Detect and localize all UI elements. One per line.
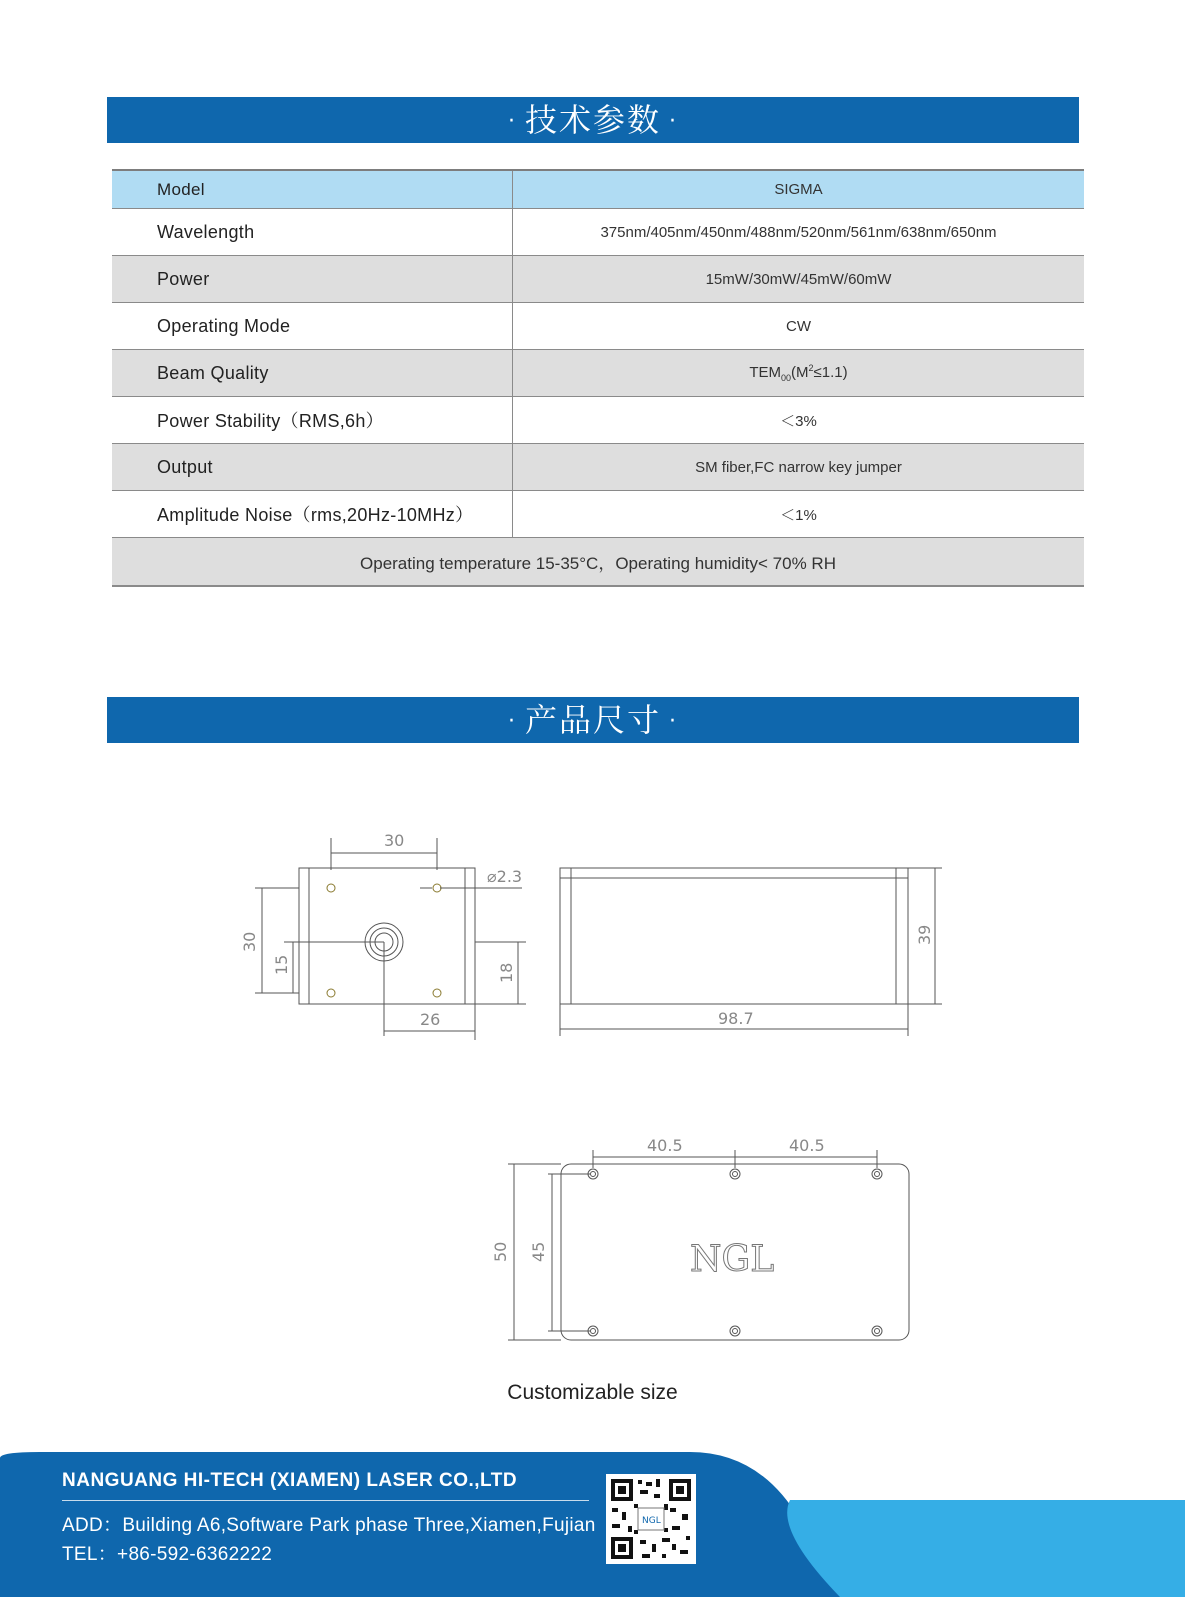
dim-inner: 45 <box>529 1241 548 1262</box>
row-label: Power <box>112 256 513 303</box>
row-value: CW <box>513 303 1085 350</box>
qr-logo-text: NGL <box>642 1516 661 1526</box>
dimensions-title: 产品尺寸 <box>524 701 661 739</box>
row-label: Output <box>112 444 513 491</box>
dim-bottom: 26 <box>420 1010 441 1029</box>
row-value: SM fiber,FC narrow key jumper <box>513 444 1085 491</box>
dim-spacing-left: 40.5 <box>647 1136 683 1155</box>
row-value: 375nm/405nm/450nm/488nm/520nm/561nm/638nm/650nm <box>513 209 1085 256</box>
model-label: Model <box>112 170 513 209</box>
row-label: Amplitude Noise（rms,20Hz-10MHz） <box>112 491 513 538</box>
specs-title: 技术参数 <box>524 101 661 139</box>
footer-divider <box>62 1500 589 1501</box>
dim-spacing-right: 40.5 <box>789 1136 825 1155</box>
qr-code <box>606 1474 696 1564</box>
dim-length: 98.7 <box>718 1009 754 1028</box>
row-label: Beam Quality <box>112 350 513 397</box>
bullet: · <box>507 709 517 734</box>
company-phone: TEL：+86-592-6362222 <box>62 1544 273 1565</box>
ngl-logo: NGL <box>690 1239 775 1280</box>
dim-center-height: 15 <box>272 954 291 975</box>
company-address: ADD：Building A6,Software Park phase Three,Xiamen,Fujian <box>62 1515 596 1536</box>
dim-top: 30 <box>384 831 405 850</box>
dim-height: 30 <box>240 931 259 952</box>
qr-code-icon <box>606 1474 696 1564</box>
top-view <box>491 1136 909 1340</box>
dim-side-height: 39 <box>915 924 934 945</box>
company-name: NANGUANG HI-TECH (XIAMEN) LASER CO.,LTD <box>62 1470 518 1491</box>
row-label: Operating Mode <box>112 303 513 350</box>
side-view <box>560 868 942 1036</box>
operating-conditions: Operating temperature 15-35°C，Operating humidity< 70% RH <box>112 538 1084 587</box>
dim-right-height: 18 <box>497 962 516 983</box>
front-view <box>240 831 526 1040</box>
row-label: Power Stability（RMS,6h） <box>112 397 513 444</box>
row-value: ＜3% <box>513 397 1085 444</box>
customizable-caption: Customizable size <box>507 1381 678 1404</box>
dim-hole: ⌀2.3 <box>487 867 523 886</box>
dim-outer: 50 <box>491 1241 510 1262</box>
bullet: · <box>669 709 678 734</box>
row-label: Wavelength <box>112 209 513 256</box>
bullet: · <box>507 109 517 134</box>
beam-quality-value: $TEM_{00}(M^2\le 1.1)$ <box>513 350 1085 397</box>
row-value: ＜1% <box>513 491 1085 538</box>
model-value: SIGMA <box>513 170 1085 209</box>
row-value: 15mW/30mW/45mW/60mW <box>513 256 1085 303</box>
bullet: · <box>669 109 678 134</box>
